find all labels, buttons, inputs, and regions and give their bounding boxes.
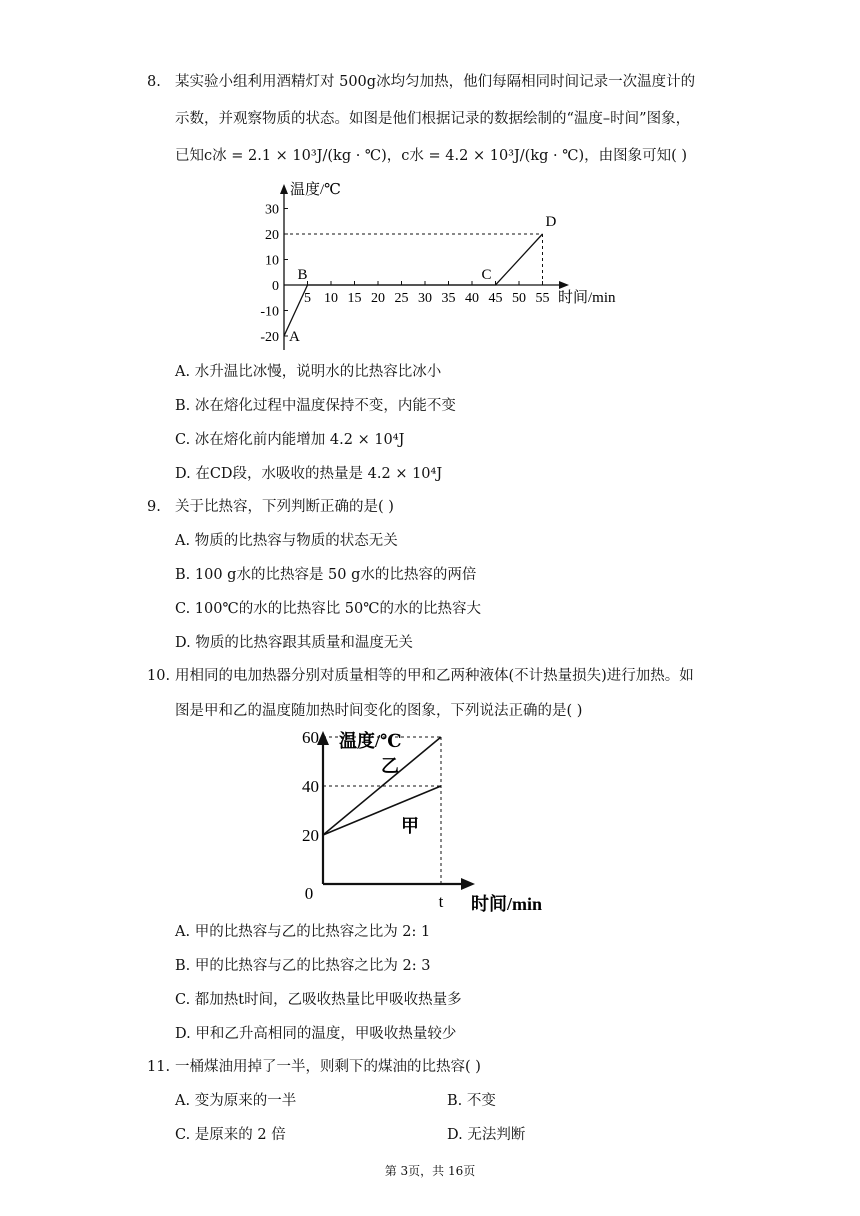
x-tick-label: 15 bbox=[347, 291, 362, 306]
x-axis-arrow bbox=[461, 878, 475, 890]
y-axis-label: 温度/℃ bbox=[290, 182, 341, 198]
x-tick-label: 5 bbox=[304, 291, 311, 306]
q10-option-c: C. 都加热t时间，乙吸收热量比甲吸收热量多 bbox=[175, 992, 462, 1008]
q9-option-c: C. 100℃的水的比热容比 50℃的水的比热容大 bbox=[175, 601, 481, 617]
q8-text-line3: 已知c冰 = 2.1 × 10³J/(kg · ℃)，c水 = 4.2 × 10³J/(kg · ℃)，由图象可知( ) bbox=[175, 148, 688, 164]
q10-text-line1: 用相同的电加热器分别对质量相等的甲和乙两种液体(不计热量损失)进行加热。如 bbox=[175, 668, 694, 684]
x-axis-label: 时间/min bbox=[558, 290, 616, 306]
series-label-yi: 乙 bbox=[381, 756, 399, 776]
q11-option-a: A. 变为原来的一半 bbox=[175, 1093, 297, 1109]
y-axis-arrow bbox=[280, 184, 288, 194]
q9-text-line1: 关于比热容，下列判断正确的是( ) bbox=[175, 499, 394, 515]
q9-option-a: A. 物质的比热容与物质的状态无关 bbox=[175, 533, 398, 549]
q10-number: 10. bbox=[147, 668, 171, 684]
x-tick-label: 30 bbox=[418, 291, 432, 306]
x-tick-label: 40 bbox=[465, 291, 479, 306]
x-tick-label: 20 bbox=[371, 291, 385, 306]
point-label-a: A bbox=[289, 329, 300, 345]
q11-number: 11. bbox=[147, 1059, 171, 1075]
q8-option-c: C. 冰在熔化前内能增加 4.2 × 10⁴J bbox=[175, 432, 405, 448]
q9-option-d: D. 物质的比热容跟其质量和温度无关 bbox=[175, 635, 413, 651]
q9-option-b: B. 100 g水的比热容是 50 g水的比热容的两倍 bbox=[175, 567, 477, 583]
y-axis-label: 温度/℃ bbox=[339, 731, 402, 751]
q10-option-b: B. 甲的比热容与乙的比热容之比为 2: 3 bbox=[175, 958, 431, 974]
page-footer: 第 3页，共 16页 bbox=[384, 1164, 476, 1178]
x-tick-label: 10 bbox=[324, 291, 338, 306]
x-tick-label: 25 bbox=[394, 291, 409, 306]
q8-option-d: D. 在CD段，水吸收的热量是 4.2 × 10⁴J bbox=[175, 466, 443, 482]
y-tick-label: 30 bbox=[265, 202, 279, 218]
y-tick-label: -10 bbox=[260, 304, 279, 320]
point-label-c: C bbox=[481, 267, 492, 283]
q8-text-line1: 某实验小组利用酒精灯对 500g冰均匀加热，他们每隔相同时间记录一次温度计的 bbox=[175, 74, 696, 90]
x-tick-label: t bbox=[438, 892, 444, 911]
q9-number: 9. bbox=[147, 499, 161, 515]
q8-number: 8. bbox=[147, 74, 161, 90]
q8-text-line2: 示数，并观察物质的状态。如图是他们根据记录的数据绘制的“温度–时间”图象， bbox=[175, 111, 691, 127]
series-label-jia: 甲 bbox=[401, 816, 419, 836]
point-label-b: B bbox=[297, 267, 308, 283]
y-tick-label: 10 bbox=[265, 253, 279, 269]
x-axis-label: 时间/min bbox=[471, 894, 543, 914]
x-tick-label: 55 bbox=[535, 291, 550, 306]
x-tick-label: 50 bbox=[512, 291, 526, 306]
y-tick-label: 60 bbox=[302, 728, 319, 747]
x-axis-arrow bbox=[559, 281, 569, 289]
origin-label: 0 bbox=[304, 884, 314, 903]
q8-option-b: B. 冰在熔化过程中温度保持不变，内能不变 bbox=[175, 398, 456, 414]
point-label-d: D bbox=[545, 214, 557, 230]
q10-temperature-time-chart bbox=[295, 725, 570, 920]
q10-text-line2: 图是甲和乙的温度随加热时间变化的图象，下列说法正确的是( ) bbox=[175, 703, 583, 719]
chart2-group bbox=[302, 728, 542, 914]
y-tick-label: 20 bbox=[265, 228, 279, 243]
y-tick-label: 0 bbox=[272, 279, 279, 294]
q11-option-d: D. 无法判断 bbox=[447, 1127, 526, 1143]
x-tick-label: 35 bbox=[441, 291, 456, 306]
q10-option-a: A. 甲的比热容与乙的比热容之比为 2: 1 bbox=[175, 924, 431, 940]
q10-option-d: D. 甲和乙升高相同的温度，甲吸收热量较少 bbox=[175, 1026, 457, 1042]
chart1-group bbox=[260, 180, 616, 350]
y-tick-label: 40 bbox=[302, 777, 319, 796]
series-line-jia bbox=[323, 786, 441, 835]
q8-option-a: A. 水升温比冰慢，说明水的比热容比冰小 bbox=[175, 364, 442, 380]
y-tick-label: -20 bbox=[260, 330, 279, 345]
x-tick-label: 45 bbox=[488, 291, 503, 306]
q11-text-line1: 一桶煤油用掉了一半，则剩下的煤油的比热容( ) bbox=[175, 1059, 481, 1075]
series-line-yi bbox=[323, 737, 441, 835]
q11-option-b: B. 不变 bbox=[447, 1093, 496, 1109]
q8-temperature-time-chart bbox=[232, 178, 632, 350]
y-tick-label: 20 bbox=[302, 826, 319, 845]
q11-option-c: C. 是原来的 2 倍 bbox=[175, 1127, 286, 1143]
